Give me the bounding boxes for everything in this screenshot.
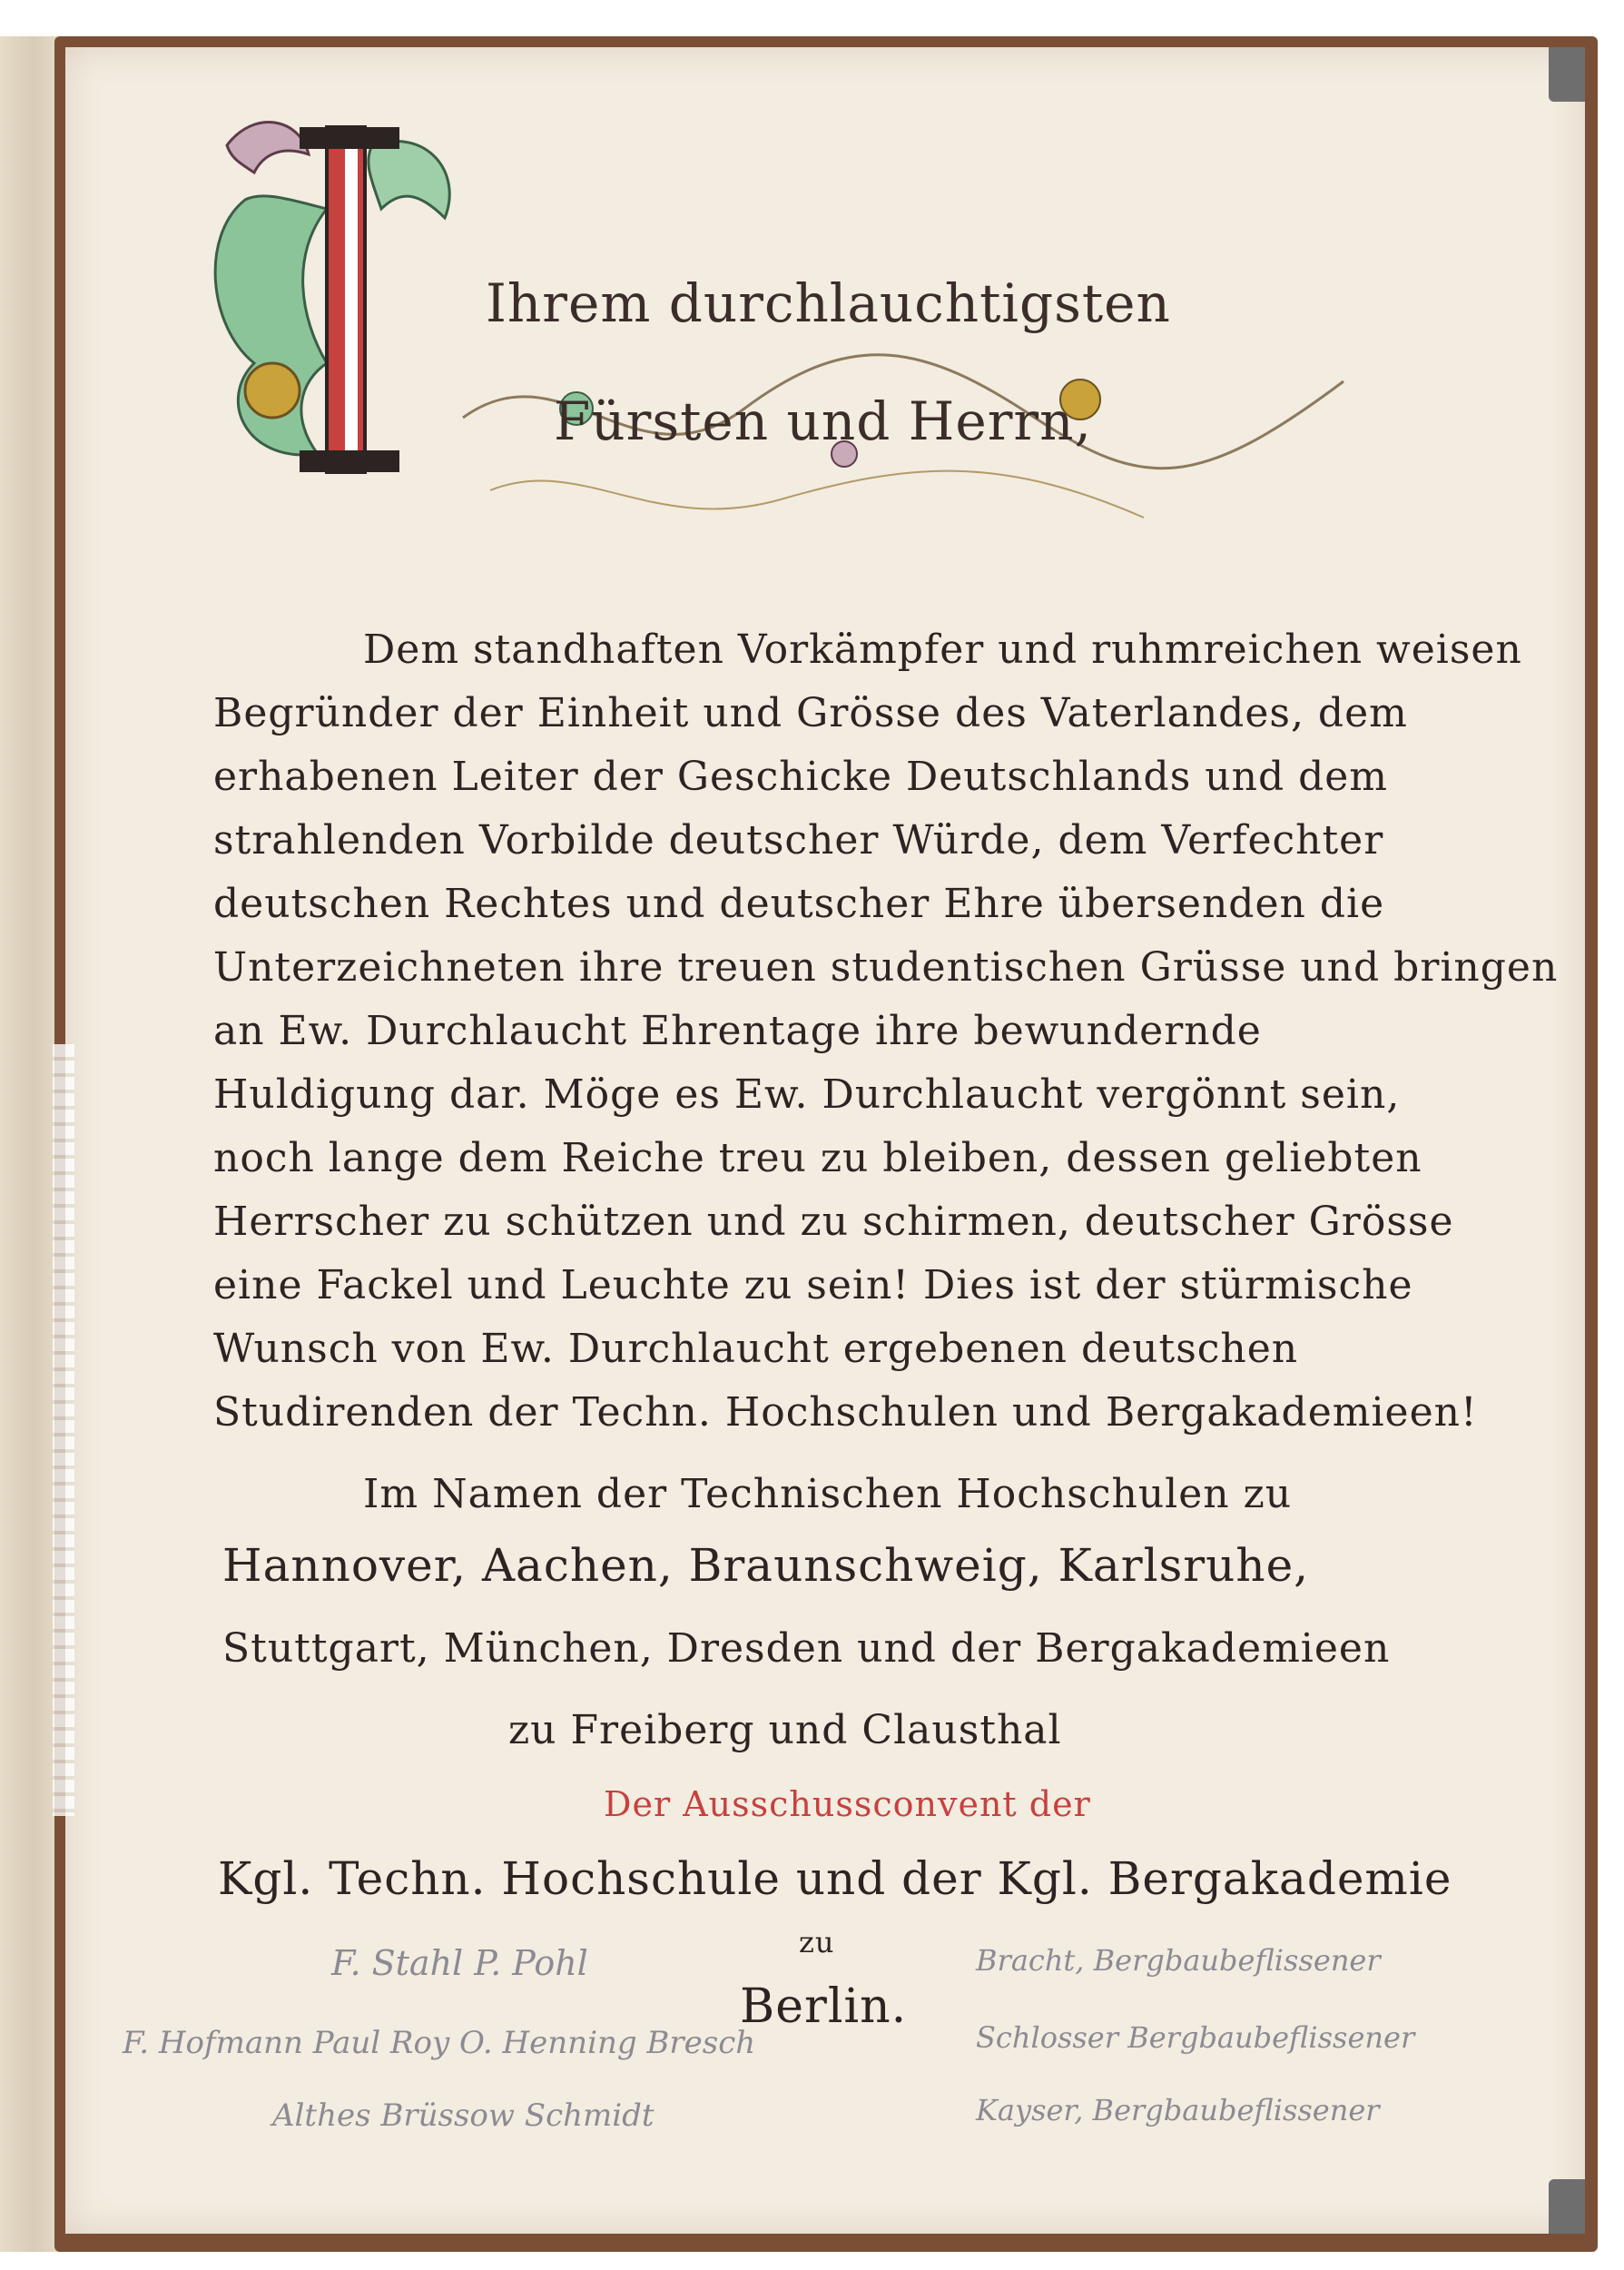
signature-left-row-1: F. Stahl P. Pohl: [331, 1943, 588, 1983]
body-line-7: an Ew. Durchlaucht Ehrentage ihre bewundernde: [213, 1008, 1262, 1054]
signature-right-row-2: Schlosser Bergbaubeflissener: [976, 2020, 1415, 2055]
body-line-3: erhabenen Leiter der Geschicke Deutschlands und dem: [213, 754, 1389, 800]
institutions-line-2: Hannover, Aachen, Braunschweig, Karlsruhe,: [222, 1539, 1310, 1592]
title-line-2: Fürsten und Herrn,: [554, 390, 1092, 452]
title-line-1: Ihrem durchlauchtigsten: [486, 272, 1171, 334]
body-line-13: Studirenden der Techn. Hochschulen und Bergakademieen!: [213, 1389, 1478, 1436]
metal-corner-bottom-right: [1549, 2179, 1585, 2234]
initial-stem-highlight: [345, 127, 358, 472]
body-line-4: strahlenden Vorbilde deutscher Würde, dem Verfechter: [213, 817, 1384, 864]
signature-right-row-1: Bracht, Bergbaubeflissener: [976, 1943, 1381, 1978]
convent-zu: zu: [799, 1925, 835, 1959]
convent-city: Berlin.: [740, 1979, 908, 2034]
metal-corner-top-right: [1549, 47, 1585, 102]
body-line-1: Dem standhaften Vorkämpfer und ruhmreichen weisen: [363, 627, 1522, 673]
initial-serif-bottom: [300, 450, 399, 472]
flourish-ornaments: [454, 109, 1362, 581]
binding-ribbon: [53, 1044, 74, 1816]
body-line-8: Huldigung dar. Möge es Ew. Durchlaucht vergönnt sein,: [213, 1071, 1401, 1118]
body-line-9: noch lange dem Reiche treu zu bleiben, dessen geliebten: [213, 1135, 1422, 1181]
convent-line-2: Kgl. Techn. Hochschule und der Kgl. Bergakademie: [218, 1852, 1452, 1905]
body-line-10: Herrscher zu schützen und zu schirmen, deutscher Grösse: [213, 1199, 1454, 1245]
body-line-6: Unterzeichneten ihre treuen studentischen Grüsse und bringen: [213, 944, 1559, 991]
institutions-line-4: zu Freiberg und Clausthal: [508, 1707, 1062, 1753]
body-line-12: Wunsch von Ew. Durchlaucht ergebenen deutschen: [213, 1326, 1299, 1372]
body-line-2: Begründer der Einheit und Grösse des Vaterlandes, dem: [213, 690, 1408, 736]
convent-line-1: Der Ausschussconvent der: [604, 1784, 1091, 1824]
signature-right-row-3: Kayser, Bergbaubeflissener: [976, 2093, 1380, 2127]
signature-left-row-2: F. Hofmann Paul Roy O. Henning Bresch: [123, 2025, 756, 2061]
body-line-5: deutschen Rechtes und deutscher Ehre übersenden die: [213, 881, 1385, 927]
signature-left-row-3: Althes Brüssow Schmidt: [272, 2097, 655, 2134]
body-line-11: eine Fackel und Leuchte zu sein! Dies ist der stürmische: [213, 1262, 1413, 1308]
illuminated-initial-i: [191, 91, 481, 490]
institutions-line-1: Im Namen der Technischen Hochschulen zu: [363, 1471, 1293, 1517]
initial-serif-top: [300, 127, 399, 149]
institutions-line-3: Stuttgart, München, Dresden und der Bergakademieen: [222, 1625, 1391, 1672]
